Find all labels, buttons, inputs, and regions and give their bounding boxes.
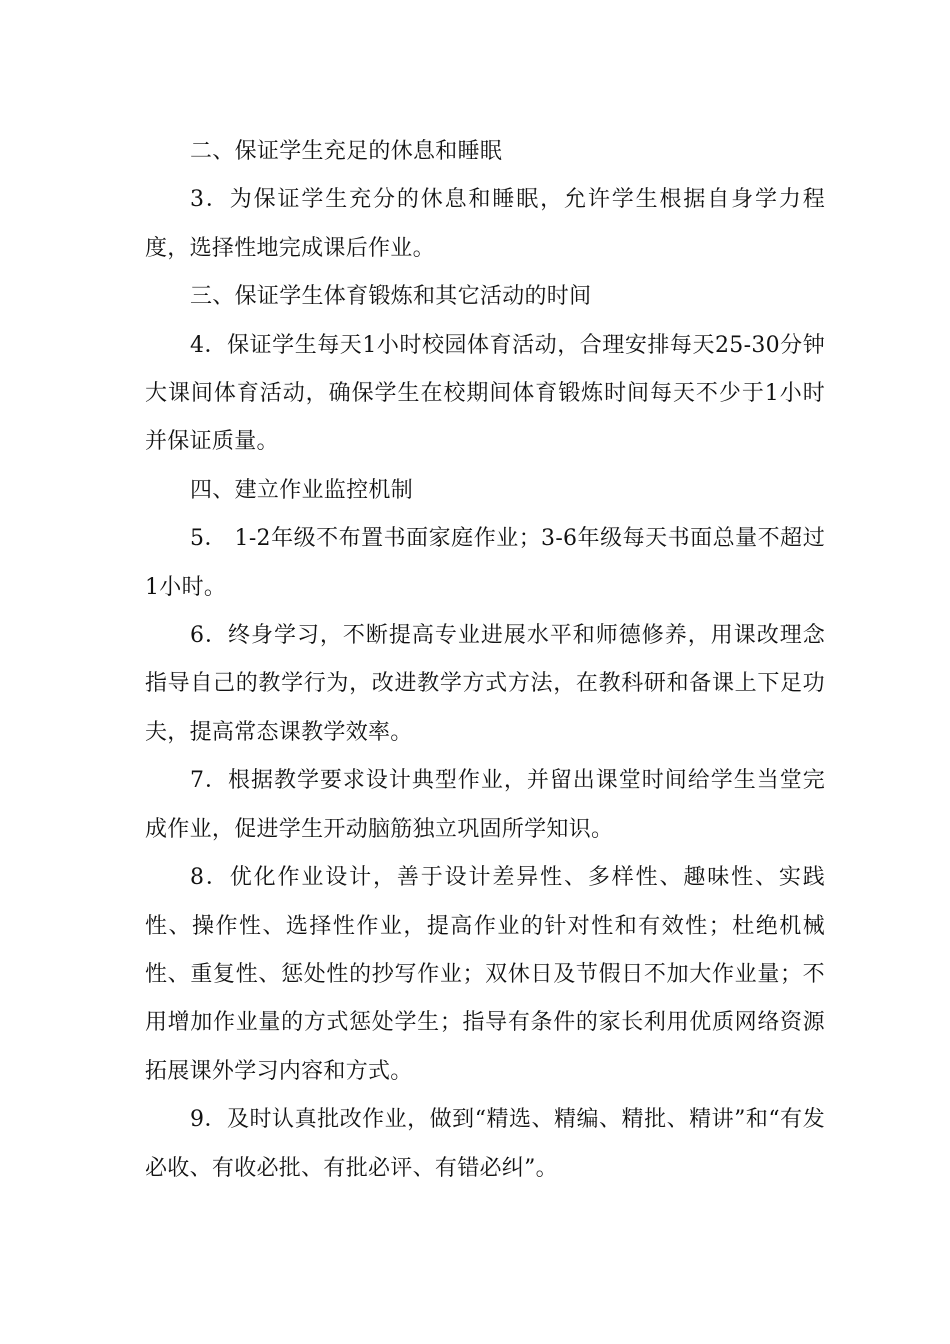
item-6: 6．终身学习，不断提高专业进展水平和师德修养，用课改理念指导自己的教学行为，改进教学方式方法，在教科研和备课上下足功夫，提高常态课教学效率。 [145,623,825,745]
item-5: 5． 1-2年级不布置书面家庭作业；3-6年级每天书面总量不超过1小时。 [145,526,825,600]
item-9: 9．及时认真批改作业，做到“精选、精编、精批、精讲”和“有发必收、有收必批、有批必评、有错必纠”。 [145,1107,825,1181]
section-heading-4: 四、建立作业监控机制 [190,477,414,503]
section-heading-2: 二、保证学生充足的休息和睡眠 [190,139,503,164]
document-body [145,128,825,1193]
item-8: 8．优化作业设计，善于设计差异性、多样性、趣味性、实践性、操作性、选择性作业，提高作业的针对性和有效性；杜绝机械性、重复性、惩处性的抄写作业；双休日及节假日不加大作业量；不用增加作业量的方式惩处学生；指导有条件的家长利用优质网络资源拓展课外学习内容和方式。 [145,865,825,1084]
section-heading-3: 三、保证学生体育锻炼和其它活动的时间 [190,284,592,310]
item-3: 3．为保证学生充分的休息和睡眠，允许学生根据自身学力程度，选择性地完成课后作业。 [145,187,825,261]
item-4: 4．保证学生每天1小时校园体育活动，合理安排每天25-30分钟大课间体育活动，确保学生在校期间体育锻炼时间每天不少于1小时并保证质量。 [145,332,825,455]
item-7: 7．根据教学要求设计典型作业，并留出课堂时间给学生当堂完成作业，促进学生开动脑筋独立巩固所学知识。 [145,768,825,842]
